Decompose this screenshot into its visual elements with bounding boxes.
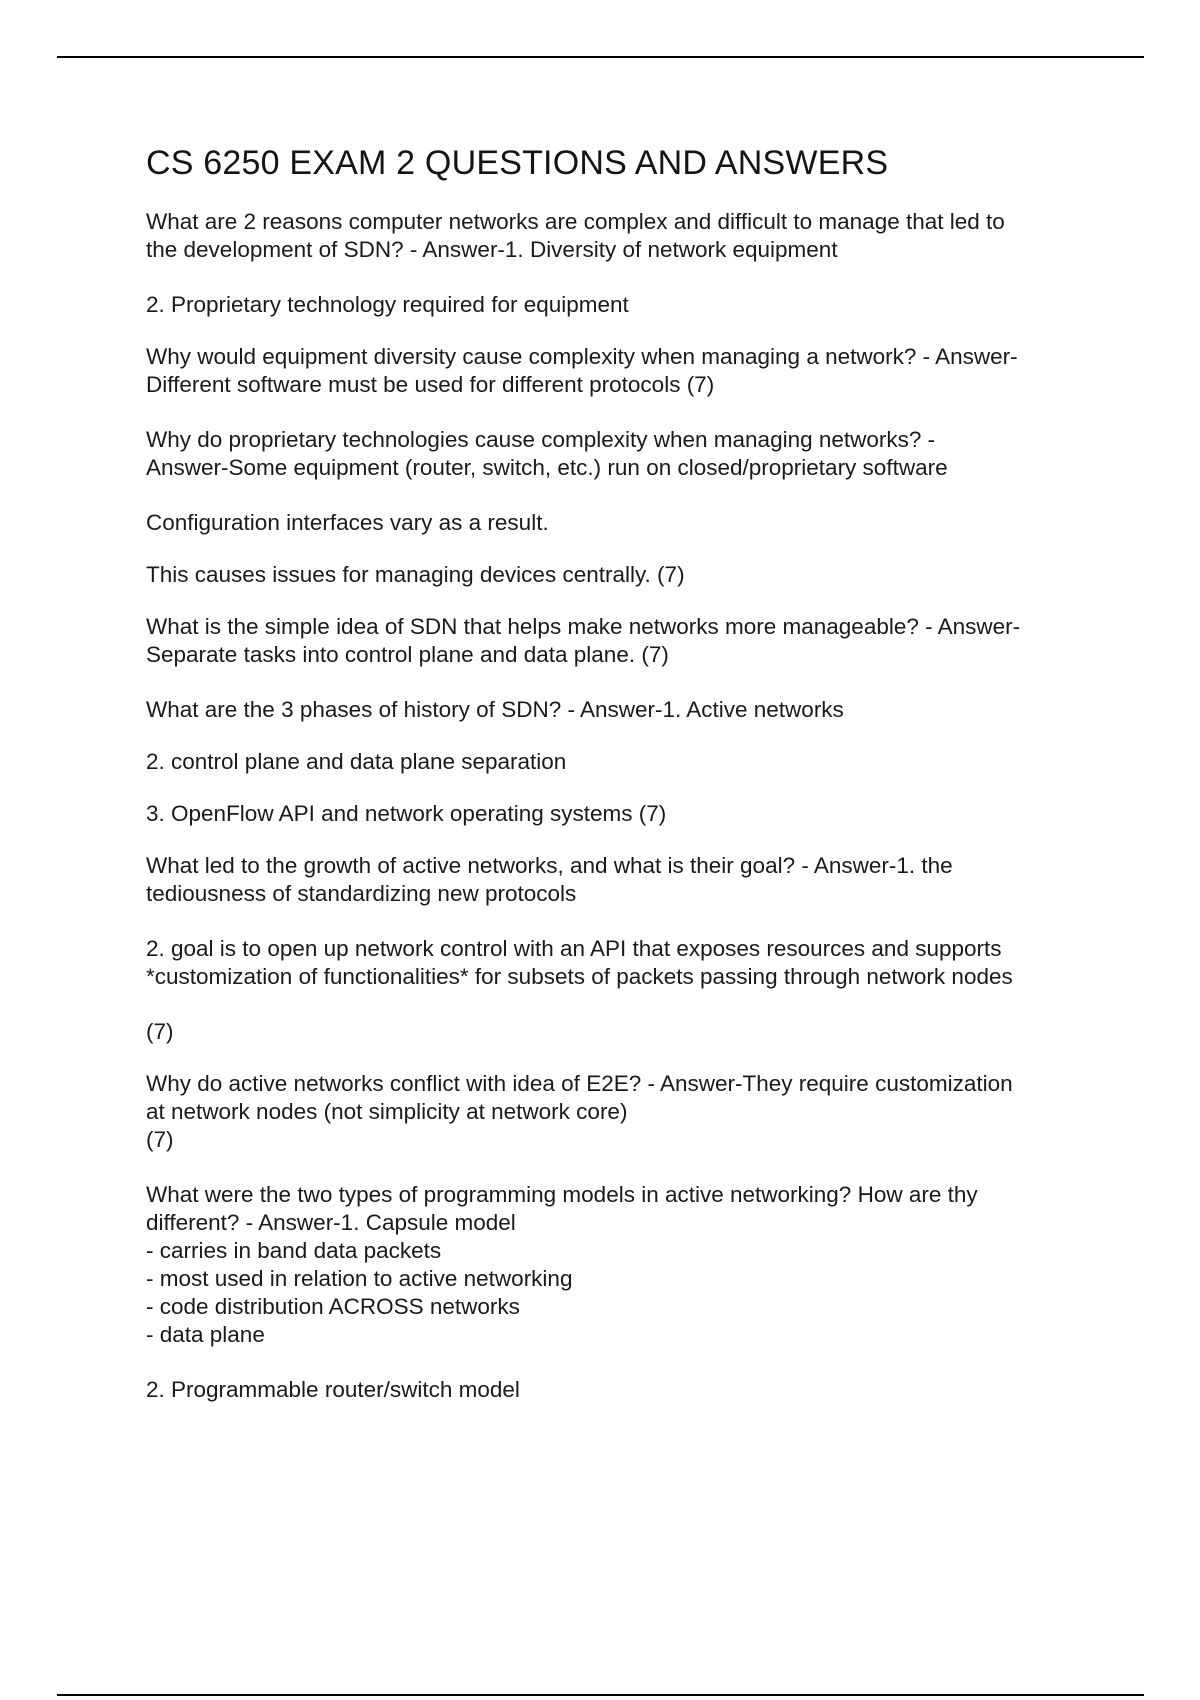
text-line: What were the two types of programming models in active networking? How are thy: [146, 1182, 978, 1207]
text-line: 3. OpenFlow API and network operating systems (7): [146, 801, 667, 826]
footer-rule: [57, 1694, 1144, 1696]
text-line: Why do active networks conflict with idea of E2E? - Answer-They require customization: [146, 1071, 1013, 1096]
text-line: Different software must be used for different protocols (7): [146, 372, 715, 397]
qa-paragraph: [146, 561, 1106, 589]
text-line: Answer-Some equipment (router, switch, etc.) run on closed/proprietary software: [146, 455, 948, 480]
qa-paragraph: [146, 613, 1106, 669]
qa-paragraph: [146, 509, 1106, 537]
text-line: - most used in relation to active networking: [146, 1266, 573, 1291]
text-line: 2. goal is to open up network control with an API that exposes resources and supports: [146, 936, 1002, 961]
document-body: [146, 140, 1106, 1431]
header-rule: [57, 56, 1144, 58]
qa-paragraph: [146, 748, 1106, 776]
text-line: (7): [146, 1019, 174, 1044]
text-line: Why do proprietary technologies cause complexity when managing networks? -: [146, 427, 936, 452]
text-line: - data plane: [146, 1322, 265, 1347]
qa-paragraph: [146, 800, 1106, 828]
text-line: 2. Proprietary technology required for equipment: [146, 292, 629, 317]
text-line: 2. Programmable router/switch model: [146, 1377, 520, 1402]
text-line: Separate tasks into control plane and data plane. (7): [146, 642, 669, 667]
qa-paragraph: [146, 852, 1106, 908]
qa-paragraph: [146, 291, 1106, 319]
text-line: - carries in band data packets: [146, 1238, 442, 1263]
document-title: CS 6250 EXAM 2 QUESTIONS AND ANSWERS: [146, 144, 889, 182]
qa-paragraph: [146, 935, 1106, 991]
qa-paragraph: [146, 1181, 1106, 1349]
text-line: different? - Answer-1. Capsule model: [146, 1210, 516, 1235]
qa-paragraph: [146, 1070, 1106, 1154]
text-line: - code distribution ACROSS networks: [146, 1294, 520, 1319]
text-line: What are the 3 phases of history of SDN? - Answer-1. Active networks: [146, 697, 844, 722]
qa-paragraph: [146, 696, 1106, 724]
text-line: Configuration interfaces vary as a result.: [146, 510, 549, 535]
qa-paragraph: [146, 1018, 1106, 1046]
text-line: the development of SDN? - Answer-1. Diversity of network equipment: [146, 237, 838, 262]
text-line: What is the simple idea of SDN that helps make networks more manageable? - Answer-: [146, 614, 1021, 639]
text-line: What are 2 reasons computer networks are complex and difficult to manage that led to: [146, 209, 1005, 234]
text-line: Why would equipment diversity cause complexity when managing a network? - Answer-: [146, 344, 1018, 369]
text-line: *customization of functionalities* for subsets of packets passing through network nodes: [146, 964, 1013, 989]
text-line: What led to the growth of active networks, and what is their goal? - Answer-1. the: [146, 853, 953, 878]
text-line: tediousness of standardizing new protocols: [146, 881, 577, 906]
text-line: at network nodes (not simplicity at network core): [146, 1099, 628, 1124]
qa-paragraph: [146, 426, 1106, 482]
text-line: This causes issues for managing devices centrally. (7): [146, 562, 685, 587]
qa-paragraph: [146, 343, 1106, 399]
qa-paragraph: [146, 208, 1106, 264]
qa-paragraph: [146, 1376, 1106, 1404]
text-line: (7): [146, 1127, 174, 1152]
text-line: 2. control plane and data plane separation: [146, 749, 567, 774]
